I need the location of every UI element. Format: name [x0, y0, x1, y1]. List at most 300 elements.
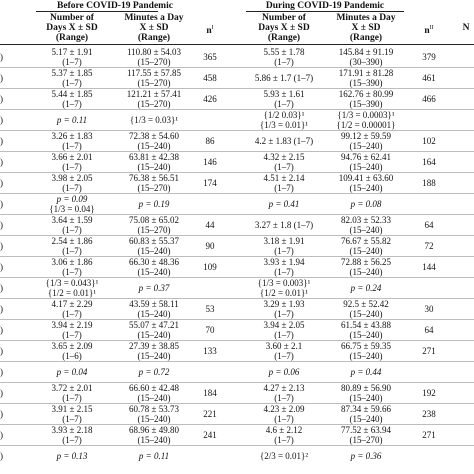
table-cell-bd [32, 257, 112, 277]
cell-line: (15–270) [137, 183, 171, 193]
row-bracket: ) [0, 115, 3, 125]
cell-line: (15–240) [349, 330, 383, 340]
table-cell-bm [112, 257, 196, 277]
cell-line: 241 [203, 430, 217, 440]
cell-line: 3.26 ± 1.83 [51, 131, 93, 141]
cell-line: p = 0.11 [138, 451, 170, 461]
cell-line: (1–7) [62, 414, 82, 424]
cell-line: (30–390) [349, 57, 383, 67]
table-cell-bd [32, 320, 112, 340]
table-cell-bm [112, 173, 196, 193]
table-cell-bd [32, 278, 112, 298]
row-bracket: ) [0, 325, 3, 335]
cell-line: (1–7) [62, 246, 82, 256]
table-cell-dd [244, 73, 324, 83]
table-cell-bd [32, 451, 112, 461]
cell-line: (1–7) [274, 99, 294, 109]
table-cell-n1 [198, 241, 222, 251]
cell-line: 144 [422, 262, 436, 272]
cell-line: 5.37 ± 1.85 [51, 68, 93, 78]
table-cell-n2 [414, 157, 444, 167]
cell-line: 90 [205, 241, 215, 251]
cell-line: 76.67 ± 55.82 [341, 236, 391, 246]
table-cell-n1 [198, 388, 222, 398]
row-bracket: ) [0, 304, 3, 314]
cell-line: (1–7) [274, 351, 294, 361]
header-days-range: (Range) [267, 33, 301, 43]
cell-line: 4.32 ± 2.15 [263, 152, 305, 162]
cell-line: (1–7) [62, 225, 82, 235]
header-rule-during [246, 11, 404, 12]
table-cell-dm [324, 236, 408, 256]
cell-line: (15–270) [137, 225, 171, 235]
table-cell-dm [324, 257, 408, 277]
cell-line: 4.51 ± 2.14 [263, 173, 305, 183]
header-minutes-line2: X ± SD [139, 23, 169, 33]
table-cell-bm [112, 367, 196, 377]
cell-line: 53 [205, 304, 215, 314]
table-cell-dm [324, 68, 408, 88]
cell-line: (15–240) [349, 414, 383, 424]
table-cell-dm [324, 451, 408, 461]
row-bracket: ) [0, 346, 3, 356]
table-cell-dm [324, 152, 408, 172]
table-cell-n1 [198, 325, 222, 335]
table-cell-dm [324, 173, 408, 193]
cell-line: 365 [203, 52, 217, 62]
table-cell-bm [112, 89, 196, 109]
header-days-line1: Number of [50, 13, 94, 23]
table-cell-n2 [414, 73, 444, 83]
cell-line: 92.5 ± 52.42 [343, 299, 389, 309]
cell-line: 109.41 ± 63.60 [338, 173, 394, 183]
table-cell-n1 [198, 346, 222, 356]
cell-line: 271 [422, 430, 436, 440]
row-bracket: ) [0, 241, 3, 251]
cell-line: (1–7) [62, 78, 82, 88]
cell-line: p = 0.41 [268, 199, 300, 209]
cell-line: p = 0.06 [268, 367, 300, 377]
cell-line: 64 [424, 220, 434, 230]
row-separator [0, 445, 474, 446]
cell-line: (15–240) [349, 246, 383, 256]
header-days-range: (Range) [55, 33, 89, 43]
table-cell-bd [32, 299, 112, 319]
cell-line: (1–7) [62, 267, 82, 277]
table-cell-dm [324, 283, 408, 293]
cell-line: (1–7) [274, 57, 294, 67]
cell-line: 3.64 ± 1.59 [51, 215, 93, 225]
table-cell-dd [244, 173, 324, 193]
cell-line: 60.78 ± 53.73 [129, 404, 179, 414]
header-rule-before [36, 11, 158, 12]
cell-line: 60.83 ± 55.37 [129, 236, 179, 246]
header-before-title: Before COVID-19 Pandemic [57, 1, 173, 11]
table-cell-bm [112, 131, 196, 151]
table-cell-n2 [414, 409, 444, 419]
cell-line: 3.98 ± 2.05 [51, 173, 93, 183]
table-cell-n2 [414, 430, 444, 440]
cell-line: 99.12 ± 59.59 [341, 131, 391, 141]
cell-line: 27.39 ± 38.85 [129, 341, 179, 351]
cell-line: (1–7) [62, 330, 82, 340]
header-n-before-sup: I [211, 25, 214, 31]
table-cell-bm [112, 320, 196, 340]
cell-line: p = 0.11 [56, 115, 88, 125]
header-minutes-range: (Range) [137, 33, 171, 43]
table-cell-dd [244, 110, 324, 130]
cell-line: 3.91 ± 2.15 [51, 404, 93, 414]
table-cell-dd [244, 89, 324, 109]
cell-line: 426 [203, 94, 217, 104]
cell-line: p = 0.09 [56, 194, 88, 204]
cell-line: 146 [203, 157, 217, 167]
table-cell-bm [112, 341, 196, 361]
row-bracket: ) [0, 199, 3, 209]
cell-line: (1–7) [274, 414, 294, 424]
cell-line: 271 [422, 346, 436, 356]
cell-line: (15–240) [137, 414, 171, 424]
cell-line: (1–7) [62, 57, 82, 67]
cell-line: 76.38 ± 56.51 [129, 173, 179, 183]
cell-line: 70 [205, 325, 215, 335]
table-cell-bm [112, 236, 196, 256]
cell-line: 3.65 ± 2.09 [51, 341, 93, 351]
table-cell-bd [32, 215, 112, 235]
row-bracket: ) [0, 283, 3, 293]
cell-line: p = 0.37 [138, 283, 170, 293]
row-bracket: ) [0, 367, 3, 377]
table-cell-n2 [414, 325, 444, 335]
cell-line: (1–7) [274, 330, 294, 340]
cell-line: {1/3 = 0.03}¹ [129, 115, 179, 125]
table-cell-bd [32, 115, 112, 125]
cell-line: 3.27 ± 1.8 (1–7) [254, 220, 314, 230]
table-cell-dm [324, 383, 408, 403]
table-cell-bd [32, 236, 112, 256]
cell-line: 66.60 ± 42.48 [129, 383, 179, 393]
cell-line: 5.44 ± 1.85 [51, 89, 93, 99]
table-cell-bm [112, 425, 196, 445]
header-before-days [32, 13, 112, 43]
cell-line: 66.30 ± 48.36 [129, 257, 179, 267]
cell-line: (15–240) [349, 183, 383, 193]
table-cell-bm [112, 404, 196, 424]
cell-line: (15–390) [349, 78, 383, 88]
table-cell-dd [244, 425, 324, 445]
cell-line: {1/3 = 0.043}¹ [45, 278, 99, 288]
row-bracket: ) [0, 430, 3, 440]
cell-line: 44 [205, 220, 215, 230]
row-bracket: ) [0, 409, 3, 419]
row-separator [0, 361, 474, 362]
table-cell-n1 [198, 178, 222, 188]
table-cell-dd [244, 320, 324, 340]
cell-line: 3.60 ± 2.1 [265, 341, 303, 351]
table-cell-dm [324, 341, 408, 361]
table-cell-n1 [198, 262, 222, 272]
table-cell-dd [244, 257, 324, 277]
table-cell-bd [32, 425, 112, 445]
cell-line: (15–240) [137, 435, 171, 445]
cell-line: 63.81 ± 42.38 [129, 152, 179, 162]
cell-line: 61.54 ± 43.88 [341, 320, 391, 330]
cell-line: {1/2 = 0.01}¹ [47, 288, 97, 298]
header-during-title: During COVID-19 Pandemic [265, 1, 385, 11]
cell-line: (1–7) [62, 393, 82, 403]
table-cell-bd [32, 194, 112, 214]
header-before-minutes [112, 13, 196, 43]
cell-line: (15–240) [349, 393, 383, 403]
table-cell-dd [244, 383, 324, 403]
table-cell-n1 [198, 409, 222, 419]
cell-line: 5.55 ± 1.78 [263, 47, 305, 57]
cell-line: (15–240) [349, 267, 383, 277]
header-last-column: N [462, 23, 470, 33]
row-bracket: ) [0, 178, 3, 188]
table-cell-dd [244, 136, 324, 146]
table-cell-n1 [198, 157, 222, 167]
table-cell-dm [324, 404, 408, 424]
table-cell-bd [32, 404, 112, 424]
table-cell-bd [32, 47, 112, 67]
cell-line: 72.88 ± 56.25 [341, 257, 391, 267]
cell-line: 162.76 ± 80.99 [338, 89, 394, 99]
table-cell-bd [32, 89, 112, 109]
cell-line: 461 [422, 73, 436, 83]
table-cell-dd [244, 236, 324, 256]
cell-line: (1–7) [62, 183, 82, 193]
cell-line: (15–270) [137, 99, 171, 109]
cell-line: 3.93 ± 2.18 [51, 425, 93, 435]
cell-line: 145.84 ± 91.19 [338, 47, 394, 57]
cell-line: 64 [424, 325, 434, 335]
header-days-line2: Days X ± SD [46, 23, 98, 33]
cell-line: 5.17 ± 1.91 [51, 47, 93, 57]
cell-line: (15–270) [137, 78, 171, 88]
cell-line: 4.2 ± 1.83 (1–7) [254, 136, 314, 146]
table-cell-dm [324, 199, 408, 209]
cell-line: 4.17 ± 2.29 [51, 299, 93, 309]
cell-line: 72.38 ± 54.60 [129, 131, 179, 141]
table-cell-dd [244, 341, 324, 361]
table-cell-bd [32, 173, 112, 193]
row-bracket: ) [0, 73, 3, 83]
table-cell-bd [32, 367, 112, 377]
cell-line: 102 [422, 136, 436, 146]
cell-line: 94.76 ± 62.41 [341, 152, 391, 162]
cell-line: 221 [203, 409, 217, 419]
cell-line: (1–7) [62, 309, 82, 319]
header-n-before [198, 23, 222, 36]
cell-line: 466 [422, 94, 436, 104]
header-minutes-range: (Range) [349, 33, 383, 43]
table-cell-dd [244, 451, 324, 461]
header-n-during [414, 23, 444, 36]
header-during-days [244, 13, 324, 43]
cell-line: (1–7) [274, 183, 294, 193]
cell-line: 5.93 ± 1.61 [263, 89, 305, 99]
cell-line: (15–240) [349, 309, 383, 319]
cell-line: p = 0.19 [138, 199, 170, 209]
cell-line: (1–7) [62, 99, 82, 109]
cell-line: {1/3 = 0.01}¹ [259, 120, 309, 130]
cell-line: p = 0.24 [350, 283, 382, 293]
row-bracket: ) [0, 52, 3, 62]
cell-line: 458 [203, 73, 217, 83]
table-cell-n2 [414, 178, 444, 188]
cell-line: (1–7) [62, 141, 82, 151]
header-bottom-rule [0, 44, 474, 45]
header-minutes-line2: X ± SD [351, 23, 381, 33]
cell-line: 68.96 ± 49.80 [129, 425, 179, 435]
cell-line: 3.72 ± 2.01 [51, 383, 93, 393]
table-cell-dm [324, 131, 408, 151]
cell-line: (1–7) [274, 162, 294, 172]
table-cell-n2 [414, 346, 444, 356]
cell-line: {1/2 = 0.00001} [336, 120, 396, 130]
table-cell-dm [324, 47, 408, 67]
cell-line: 238 [422, 409, 436, 419]
header-days-line1: Number of [262, 13, 306, 23]
table-cell-dm [324, 110, 408, 130]
table-cell-bm [112, 283, 196, 293]
cell-line: (1–7) [274, 309, 294, 319]
table-cell-bd [32, 341, 112, 361]
header-during-minutes [324, 13, 408, 43]
cell-line: 30 [424, 304, 434, 314]
cell-line: 3.93 ± 1.94 [263, 257, 305, 267]
row-bracket: ) [0, 262, 3, 272]
cell-line: p = 0.72 [138, 367, 170, 377]
table-cell-dm [324, 425, 408, 445]
cell-line: (1–7) [274, 393, 294, 403]
cell-line: (15–240) [137, 141, 171, 151]
table-cell-dd [244, 299, 324, 319]
table-cell-bm [112, 47, 196, 67]
table-cell-dm [324, 320, 408, 340]
cell-line: (15–390) [349, 99, 383, 109]
cell-line: (15–240) [137, 351, 171, 361]
cell-line: 3.66 ± 2.01 [51, 152, 93, 162]
table-cell-n2 [414, 94, 444, 104]
cell-line: 3.29 ± 1.93 [263, 299, 305, 309]
cell-line: {1/3 = 0.003}¹ [257, 278, 311, 288]
header-n-during-letter: n [424, 26, 430, 37]
cell-line: (15–240) [137, 162, 171, 172]
cell-line: (15–240) [137, 267, 171, 277]
table-cell-bm [112, 152, 196, 172]
header-days-line2: Days X ± SD [258, 23, 310, 33]
cell-line: p = 0.04 [56, 367, 88, 377]
table-cell-dd [244, 278, 324, 298]
cell-line: (15–240) [349, 351, 383, 361]
cell-line: 3.06 ± 1.86 [51, 257, 93, 267]
table-cell-n2 [414, 241, 444, 251]
cell-line: 82.03 ± 52.33 [341, 215, 391, 225]
cell-line: 4.27 ± 2.13 [263, 383, 305, 393]
header-minutes-line1: Minutes a Day [336, 13, 396, 23]
cell-line: (1–7) [274, 246, 294, 256]
table-cell-bm [112, 299, 196, 319]
cell-line: (15–240) [137, 309, 171, 319]
cell-line: (1–7) [274, 267, 294, 277]
table-cell-n1 [198, 220, 222, 230]
cell-line: 3.94 ± 2.05 [263, 320, 305, 330]
table-cell-n2 [414, 304, 444, 314]
table-cell-bd [32, 131, 112, 151]
cell-line: (15–270) [349, 435, 383, 445]
cell-line: (1–7) [274, 435, 294, 445]
cell-line: 86 [205, 136, 215, 146]
cell-line: 109 [203, 262, 217, 272]
table-cell-n2 [414, 136, 444, 146]
cell-line: p = 0.08 [350, 199, 382, 209]
cell-line: 77.52 ± 63.94 [341, 425, 391, 435]
table-cell-dd [244, 152, 324, 172]
table-cell-n1 [198, 52, 222, 62]
row-bracket: ) [0, 220, 3, 230]
cell-line: 4.23 ± 2.09 [263, 404, 305, 414]
table-cell-n2 [414, 52, 444, 62]
cell-line: (15–240) [137, 393, 171, 403]
table-cell-bm [112, 199, 196, 209]
row-bracket: ) [0, 136, 3, 146]
cell-line: (1–6) [62, 351, 82, 361]
cell-line: 174 [203, 178, 217, 188]
table-cell-dd [244, 47, 324, 67]
cell-line: p = 0.36 [350, 451, 382, 461]
cell-line: (15–270) [137, 57, 171, 67]
cell-line: 80.89 ± 56.90 [341, 383, 391, 393]
table-cell-bm [112, 383, 196, 403]
cell-line: {1/3 = 0.0003}¹ [337, 110, 395, 120]
cell-line: 72 [424, 241, 434, 251]
cell-line: p = 0.44 [350, 367, 382, 377]
cell-line: 117.55 ± 57.85 [126, 68, 182, 78]
row-bracket: ) [0, 451, 3, 461]
table-cell-n1 [198, 73, 222, 83]
cell-line: 379 [422, 52, 436, 62]
row-bracket: ) [0, 388, 3, 398]
cell-line: 66.75 ± 59.35 [341, 341, 391, 351]
header-n-before-letter: n [206, 26, 212, 37]
cell-line: 4.6 ± 2.12 [265, 425, 303, 435]
cell-line: 188 [422, 178, 436, 188]
cell-line: {2/3 = 0.01}² [259, 451, 309, 461]
table-cell-dm [324, 215, 408, 235]
cell-line: 2.54 ± 1.86 [51, 236, 93, 246]
row-bracket: ) [0, 94, 3, 104]
table-cell-bd [32, 152, 112, 172]
cell-line: 5.86 ± 1.7 (1–7) [254, 73, 314, 83]
cell-line: (1–7) [62, 435, 82, 445]
cell-line: 75.08 ± 65.02 [129, 215, 179, 225]
table-cell-n1 [198, 94, 222, 104]
cell-line: 43.59 ± 58.11 [129, 299, 179, 309]
table-cell-n1 [198, 430, 222, 440]
table-cell-n1 [198, 304, 222, 314]
table-cell-dd [244, 404, 324, 424]
table-cell-n1 [198, 136, 222, 146]
table-cell-n2 [414, 388, 444, 398]
table-cell-bm [112, 115, 196, 125]
header-minutes-line1: Minutes a Day [124, 13, 184, 23]
cell-line: (1–7) [62, 162, 82, 172]
table-cell-bm [112, 68, 196, 88]
table-cell-dd [244, 220, 324, 230]
cell-line: 171.91 ± 81.28 [338, 68, 394, 78]
